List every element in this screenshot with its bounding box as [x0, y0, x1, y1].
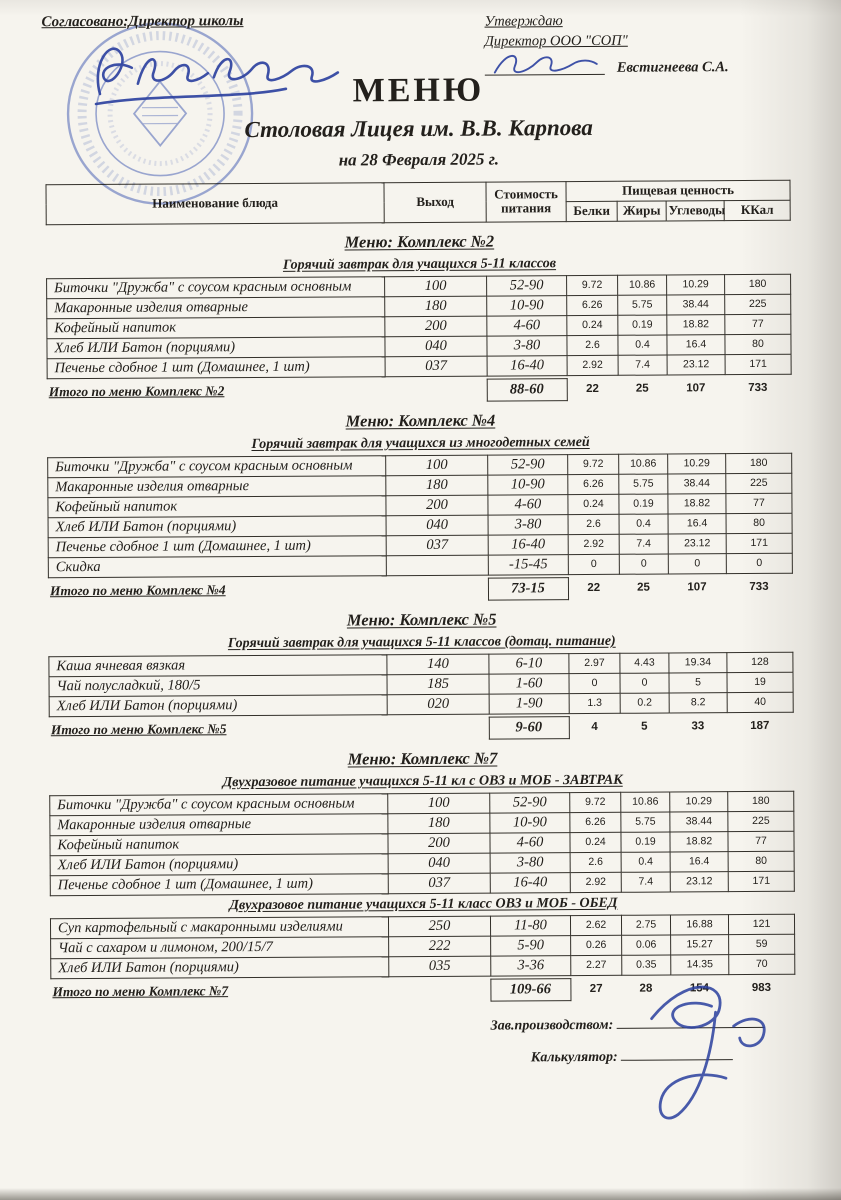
dish-cost: 3-36: [491, 955, 571, 975]
menu-group: [0, 433, 841, 578]
dish-kcal: 225: [725, 294, 791, 314]
total-kcal: 733: [749, 581, 769, 594]
dish-output: 222: [389, 936, 491, 957]
total-fat: 25: [637, 581, 650, 595]
dish-fat: 0.4: [618, 335, 667, 355]
dish-kcal: 180: [726, 453, 792, 473]
dish-carbs: 0: [668, 554, 726, 574]
dish-protein: 6.26: [568, 474, 619, 494]
dish-protein: 0.24: [568, 494, 619, 514]
dish-protein: 0: [568, 554, 619, 574]
dish-output: 100: [386, 455, 488, 476]
dish-kcal: 77: [726, 493, 792, 513]
total-protein: 22: [586, 383, 599, 396]
section-total-row: [49, 715, 793, 742]
dish-fat: 5.75: [618, 295, 667, 315]
group-subtitle: [1, 632, 841, 653]
dish-carbs: 38.44: [670, 812, 728, 832]
dish-cost: 4-60: [488, 494, 568, 514]
dish-output: 100: [385, 276, 487, 297]
dish-carbs: 14.35: [671, 955, 729, 975]
group-subtitle-text: Горячий завтрак для учащихся из многодетных семей: [251, 434, 590, 452]
total-kcal: 733: [748, 382, 768, 395]
dish-output: 100: [388, 793, 490, 814]
dish-cost: 1-90: [489, 693, 569, 713]
dish-carbs: 38.44: [667, 295, 725, 315]
dish-output: 185: [387, 674, 489, 695]
group-subtitle-text: Горячий завтрак для учащихся 5-11 классов (дотац. питание): [227, 633, 616, 652]
dish-cost: 52-90: [487, 275, 567, 295]
dish-protein: 2.92: [570, 872, 621, 892]
dish-carbs: 10.29: [670, 792, 728, 812]
dish-kcal: 180: [725, 274, 791, 294]
section-total-row: [47, 377, 791, 404]
dish-fat: 2.75: [621, 915, 670, 935]
section-groups: [2, 771, 841, 1004]
dish-carbs: 18.82: [670, 832, 728, 852]
dish-kcal: 171: [728, 871, 794, 891]
section-total-table: [48, 576, 792, 604]
section-title-text: Меню: Комплекс №5: [346, 609, 497, 630]
dish-output: 140: [387, 654, 489, 675]
dish-cost: 11-80: [490, 915, 570, 935]
dish-output: 200: [386, 495, 488, 516]
dish-carbs: 16.4: [667, 335, 725, 355]
dish-protein: 9.72: [570, 792, 621, 812]
dish-cost: 16-40: [487, 355, 567, 375]
dish-fat: 0.35: [622, 955, 671, 975]
menu-section: [0, 408, 841, 603]
dish-protein: 2.92: [568, 534, 619, 554]
footer-signature-icon: [615, 974, 806, 1145]
dish-name: Кофейный напиток: [47, 317, 385, 339]
dish-kcal: 171: [725, 354, 791, 374]
col-header-kcal: ККал: [724, 200, 790, 220]
dish-output: 037: [385, 356, 487, 377]
section-total-row: [48, 576, 792, 603]
total-cost: 109-66: [490, 978, 570, 1000]
section-title-text: Меню: Комплекс №4: [345, 410, 496, 431]
dish-fat: 0.19: [621, 832, 670, 852]
total-protein: 27: [589, 983, 603, 996]
dish-name: Хлеб ИЛИ Батон (порциями): [47, 337, 385, 359]
section-title: [2, 746, 841, 771]
dish-fat: 7.4: [621, 872, 670, 892]
total-fat: 25: [635, 382, 649, 396]
dish-carbs: 23.12: [667, 355, 725, 375]
document-header: [0, 0, 839, 181]
dish-carbs: 16.4: [670, 852, 728, 872]
dish-output: 180: [385, 296, 487, 317]
group-subtitle: [0, 433, 841, 454]
dish-name: Чай полусладкий, 180/5: [49, 675, 387, 697]
dish-carbs: 5: [669, 673, 727, 693]
dish-name: Кофейный напиток: [48, 496, 386, 518]
menu-group: [1, 632, 841, 717]
dish-fat: 4.43: [620, 653, 669, 673]
dish-fat: 10.86: [618, 275, 667, 295]
dish-name: Биточки "Дружба" с соусом красным основным: [50, 794, 388, 816]
dish-kcal: 0: [726, 553, 792, 573]
dish-kcal: 80: [725, 334, 791, 354]
dish-cost: 52-90: [490, 792, 570, 812]
dish-kcal: 225: [726, 473, 792, 493]
dish-name: Макаронные изделия отварные: [47, 297, 385, 319]
total-carbs: 154: [689, 982, 710, 995]
menu-table: [47, 453, 793, 579]
dish-protein: 2.97: [569, 653, 620, 673]
dish-cost: 3-80: [488, 514, 568, 534]
dish-fat: 0.4: [621, 852, 670, 872]
total-label: Итого по меню Комплекс №4: [49, 582, 226, 599]
page-title: МЕНЮ: [352, 71, 485, 110]
dish-row: [50, 871, 794, 896]
dish-kcal: 70: [729, 954, 795, 974]
total-fat: 28: [639, 982, 653, 996]
dish-cost: -15-45: [488, 554, 568, 574]
menu-group: [3, 894, 841, 979]
dish-protein: 0.24: [570, 832, 621, 852]
dish-kcal: 80: [728, 851, 794, 871]
total-kcal: 983: [751, 982, 772, 995]
dish-cost: 5-90: [491, 935, 571, 955]
menu-section: [1, 607, 841, 742]
dish-cost: 10-90: [487, 295, 567, 315]
menu-group: [0, 254, 841, 379]
dish-name: Печенье сдобное 1 шт (Домашнее, 1 шт): [48, 536, 386, 558]
section-title: [0, 408, 841, 433]
dish-protein: 2.92: [567, 355, 618, 375]
dish-output: 037: [388, 873, 490, 894]
total-carbs: 107: [687, 581, 707, 594]
dish-name: Суп картофельный с макаронными изделиями: [50, 917, 388, 939]
dish-name: Хлеб ИЛИ Батон (порциями): [48, 516, 386, 538]
col-header-name: Наименование блюда: [46, 183, 384, 225]
dish-protein: 2.6: [567, 335, 618, 355]
dish-cost: 10-90: [490, 812, 570, 832]
total-protein: 22: [587, 582, 601, 595]
dish-output: 200: [385, 316, 487, 337]
group-subtitle: [0, 254, 840, 275]
dish-output: 040: [385, 336, 487, 357]
dish-carbs: 23.12: [668, 534, 726, 554]
group-subtitle-text: Двухразовое питание учащихся 5-11 класс ОВЗ и МОБ - ОБЕД: [229, 895, 618, 914]
dish-carbs: 38.44: [668, 474, 726, 494]
group-subtitle-text: Двухразовое питание учащихся 5-11 кл с ОВЗ и МОБ - ЗАВТРАК: [222, 772, 623, 791]
dish-output: 040: [386, 515, 488, 536]
dish-carbs: 8.2: [669, 693, 727, 713]
col-header-cost: Стоимость питания: [486, 182, 566, 222]
dish-protein: 9.72: [568, 454, 619, 474]
dish-output: 035: [389, 956, 491, 977]
menu-sections: [0, 229, 841, 1004]
col-header-nutrition: Пищевая ценность: [566, 180, 790, 201]
group-subtitle-text: Горячий завтрак для учащихся 5-11 классов: [282, 256, 557, 273]
section-total-table: [49, 715, 793, 743]
dish-output: 020: [387, 694, 489, 715]
dish-fat: 0.19: [619, 494, 668, 514]
total-cost: 9-60: [489, 716, 569, 738]
dish-name: Скидка: [48, 556, 386, 578]
dish-fat: 10.86: [619, 454, 668, 474]
dish-kcal: 40: [727, 692, 793, 712]
dish-name: Хлеб ИЛИ Батон (порциями): [49, 695, 387, 717]
dish-row: [48, 553, 792, 578]
menu-table: [50, 914, 795, 980]
dish-output: 180: [386, 475, 488, 496]
total-cost: 73-15: [488, 577, 568, 599]
section-title-text: Меню: Комплекс №2: [344, 231, 495, 252]
total-fat: 5: [641, 720, 648, 734]
dish-fat: 10.86: [621, 792, 670, 812]
dish-protein: 2.27: [571, 955, 622, 975]
section-groups: [0, 254, 841, 404]
dish-fat: 0.19: [618, 315, 667, 335]
dish-protein: 2.6: [568, 514, 619, 534]
dish-cost: 16-40: [490, 872, 570, 892]
dish-protein: 6.26: [567, 295, 618, 315]
dish-fat: 0: [620, 673, 669, 693]
section-total-table: [47, 377, 791, 405]
dish-fat: 0: [619, 554, 668, 574]
dish-cost: 4-60: [490, 832, 570, 852]
document-footer: [4, 1009, 841, 1134]
dish-kcal: 80: [726, 513, 792, 533]
group-subtitle: [2, 771, 841, 792]
total-label: Итого по меню Комплекс №7: [52, 983, 229, 1000]
section-title-text: Меню: Комплекс №7: [347, 748, 498, 769]
col-header-fat: Жиры: [617, 201, 666, 221]
dish-output: 180: [388, 813, 490, 834]
dish-cost: 3-80: [490, 852, 570, 872]
dish-name: Хлеб ИЛИ Батон (порциями): [51, 957, 389, 979]
dish-protein: 2.6: [570, 852, 621, 872]
approve-label: Утверждаю: [484, 13, 563, 30]
dish-protein: 6.26: [570, 812, 621, 832]
dish-carbs: 18.82: [667, 315, 725, 335]
dish-carbs: 10.29: [668, 454, 726, 474]
dish-fat: 5.75: [621, 812, 670, 832]
dish-name: Биточки "Дружба" с соусом красным основным: [47, 277, 385, 299]
menu-section: [2, 746, 841, 1004]
dish-protein: 9.72: [567, 275, 618, 295]
dish-cost: 52-90: [488, 454, 568, 474]
dish-fat: 7.4: [619, 534, 668, 554]
dish-output: 250: [388, 916, 490, 937]
total-label: Итого по меню Комплекс №2: [48, 383, 225, 400]
dish-kcal: 121: [728, 914, 794, 934]
page-subtitle: Столовая Лицея им. В.В. Карпова: [244, 114, 593, 143]
total-carbs: 107: [686, 382, 706, 395]
dish-output: 037: [386, 535, 488, 556]
section-title: [0, 229, 840, 254]
dish-row: [49, 692, 793, 717]
total-label: Итого по меню Комплекс №5: [50, 721, 227, 738]
menu-group: [2, 771, 841, 896]
col-header-protein: Белки: [566, 201, 617, 221]
total-cost: 88-60: [487, 378, 567, 400]
group-subtitle: [3, 894, 841, 915]
dish-protein: 0: [569, 673, 620, 693]
dish-cost: 4-60: [487, 315, 567, 335]
dish-fat: 5.75: [619, 474, 668, 494]
dish-carbs: 23.12: [670, 872, 728, 892]
agreed-label: Согласовано:Директор школы: [41, 13, 244, 31]
section-title: [1, 607, 841, 632]
dish-kcal: 77: [725, 314, 791, 334]
menu-date: на 28 Февраля 2025 г.: [338, 149, 500, 170]
menu-section: [0, 229, 841, 404]
dish-carbs: 10.29: [667, 275, 725, 295]
total-carbs: 33: [691, 720, 705, 733]
col-header-carbs: Углеводы: [666, 201, 724, 221]
dish-output: [386, 555, 488, 576]
dish-name: Чай с сахаром и лимоном, 200/15/7: [51, 937, 389, 959]
total-protein: 4: [591, 721, 598, 734]
approver-name: Евстигнеева С.А.: [616, 59, 729, 76]
dish-kcal: 171: [726, 533, 792, 553]
dish-name: Хлеб ИЛИ Батон (порциями): [50, 854, 388, 876]
dish-kcal: 180: [728, 791, 794, 811]
menu-table: [49, 791, 795, 897]
dish-carbs: 16.88: [670, 915, 728, 935]
menu-table: [46, 274, 792, 380]
dish-row: [47, 354, 791, 379]
dish-fat: 7.4: [618, 355, 667, 375]
dish-kcal: 225: [728, 811, 794, 831]
dish-fat: 0.06: [622, 935, 671, 955]
section-groups: [0, 433, 841, 603]
calculator-label: Калькулятор:: [530, 1049, 618, 1066]
dish-carbs: 16.4: [668, 514, 726, 534]
dish-output: 040: [388, 853, 490, 874]
dish-name: Каша ячневая вязкая: [49, 655, 387, 677]
dish-kcal: 59: [729, 934, 795, 954]
dish-name: Кофейный напиток: [50, 834, 388, 856]
dish-carbs: 19.34: [669, 653, 727, 673]
dish-name: Макаронные изделия отварные: [48, 476, 386, 498]
dish-output: 200: [388, 833, 490, 854]
production-manager-label: Зав.производством:: [490, 1017, 614, 1034]
menu-table: [48, 652, 793, 718]
section-groups: [1, 632, 841, 742]
col-header-output: Выход: [384, 182, 486, 222]
dish-fat: 0.4: [619, 514, 668, 534]
dish-cost: 1-60: [489, 673, 569, 693]
dish-cost: 10-90: [488, 474, 568, 494]
dish-cost: 6-10: [489, 653, 569, 673]
dish-name: Печенье сдобное 1 шт (Домашнее, 1 шт): [50, 874, 388, 896]
dish-cost: 16-40: [488, 534, 568, 554]
dish-kcal: 128: [727, 652, 793, 672]
dish-carbs: 15.27: [671, 935, 729, 955]
dish-protein: 2.62: [570, 915, 621, 935]
dish-name: Макаронные изделия отварные: [50, 814, 388, 836]
dish-name: Биточки "Дружба" с соусом красным основным: [48, 456, 386, 478]
dish-fat: 0.2: [620, 693, 669, 713]
dish-carbs: 18.82: [668, 494, 726, 514]
approve-org: Директор ООО "СОП": [484, 32, 628, 50]
dish-cost: 3-80: [487, 335, 567, 355]
total-kcal: 187: [750, 720, 770, 733]
dish-kcal: 77: [728, 831, 794, 851]
dish-kcal: 19: [727, 672, 793, 692]
dish-name: Печенье сдобное 1 шт (Домашнее, 1 шт): [47, 357, 385, 379]
dish-protein: 1.3: [569, 693, 620, 713]
dish-protein: 0.24: [567, 315, 618, 335]
dish-protein: 0.26: [571, 935, 622, 955]
